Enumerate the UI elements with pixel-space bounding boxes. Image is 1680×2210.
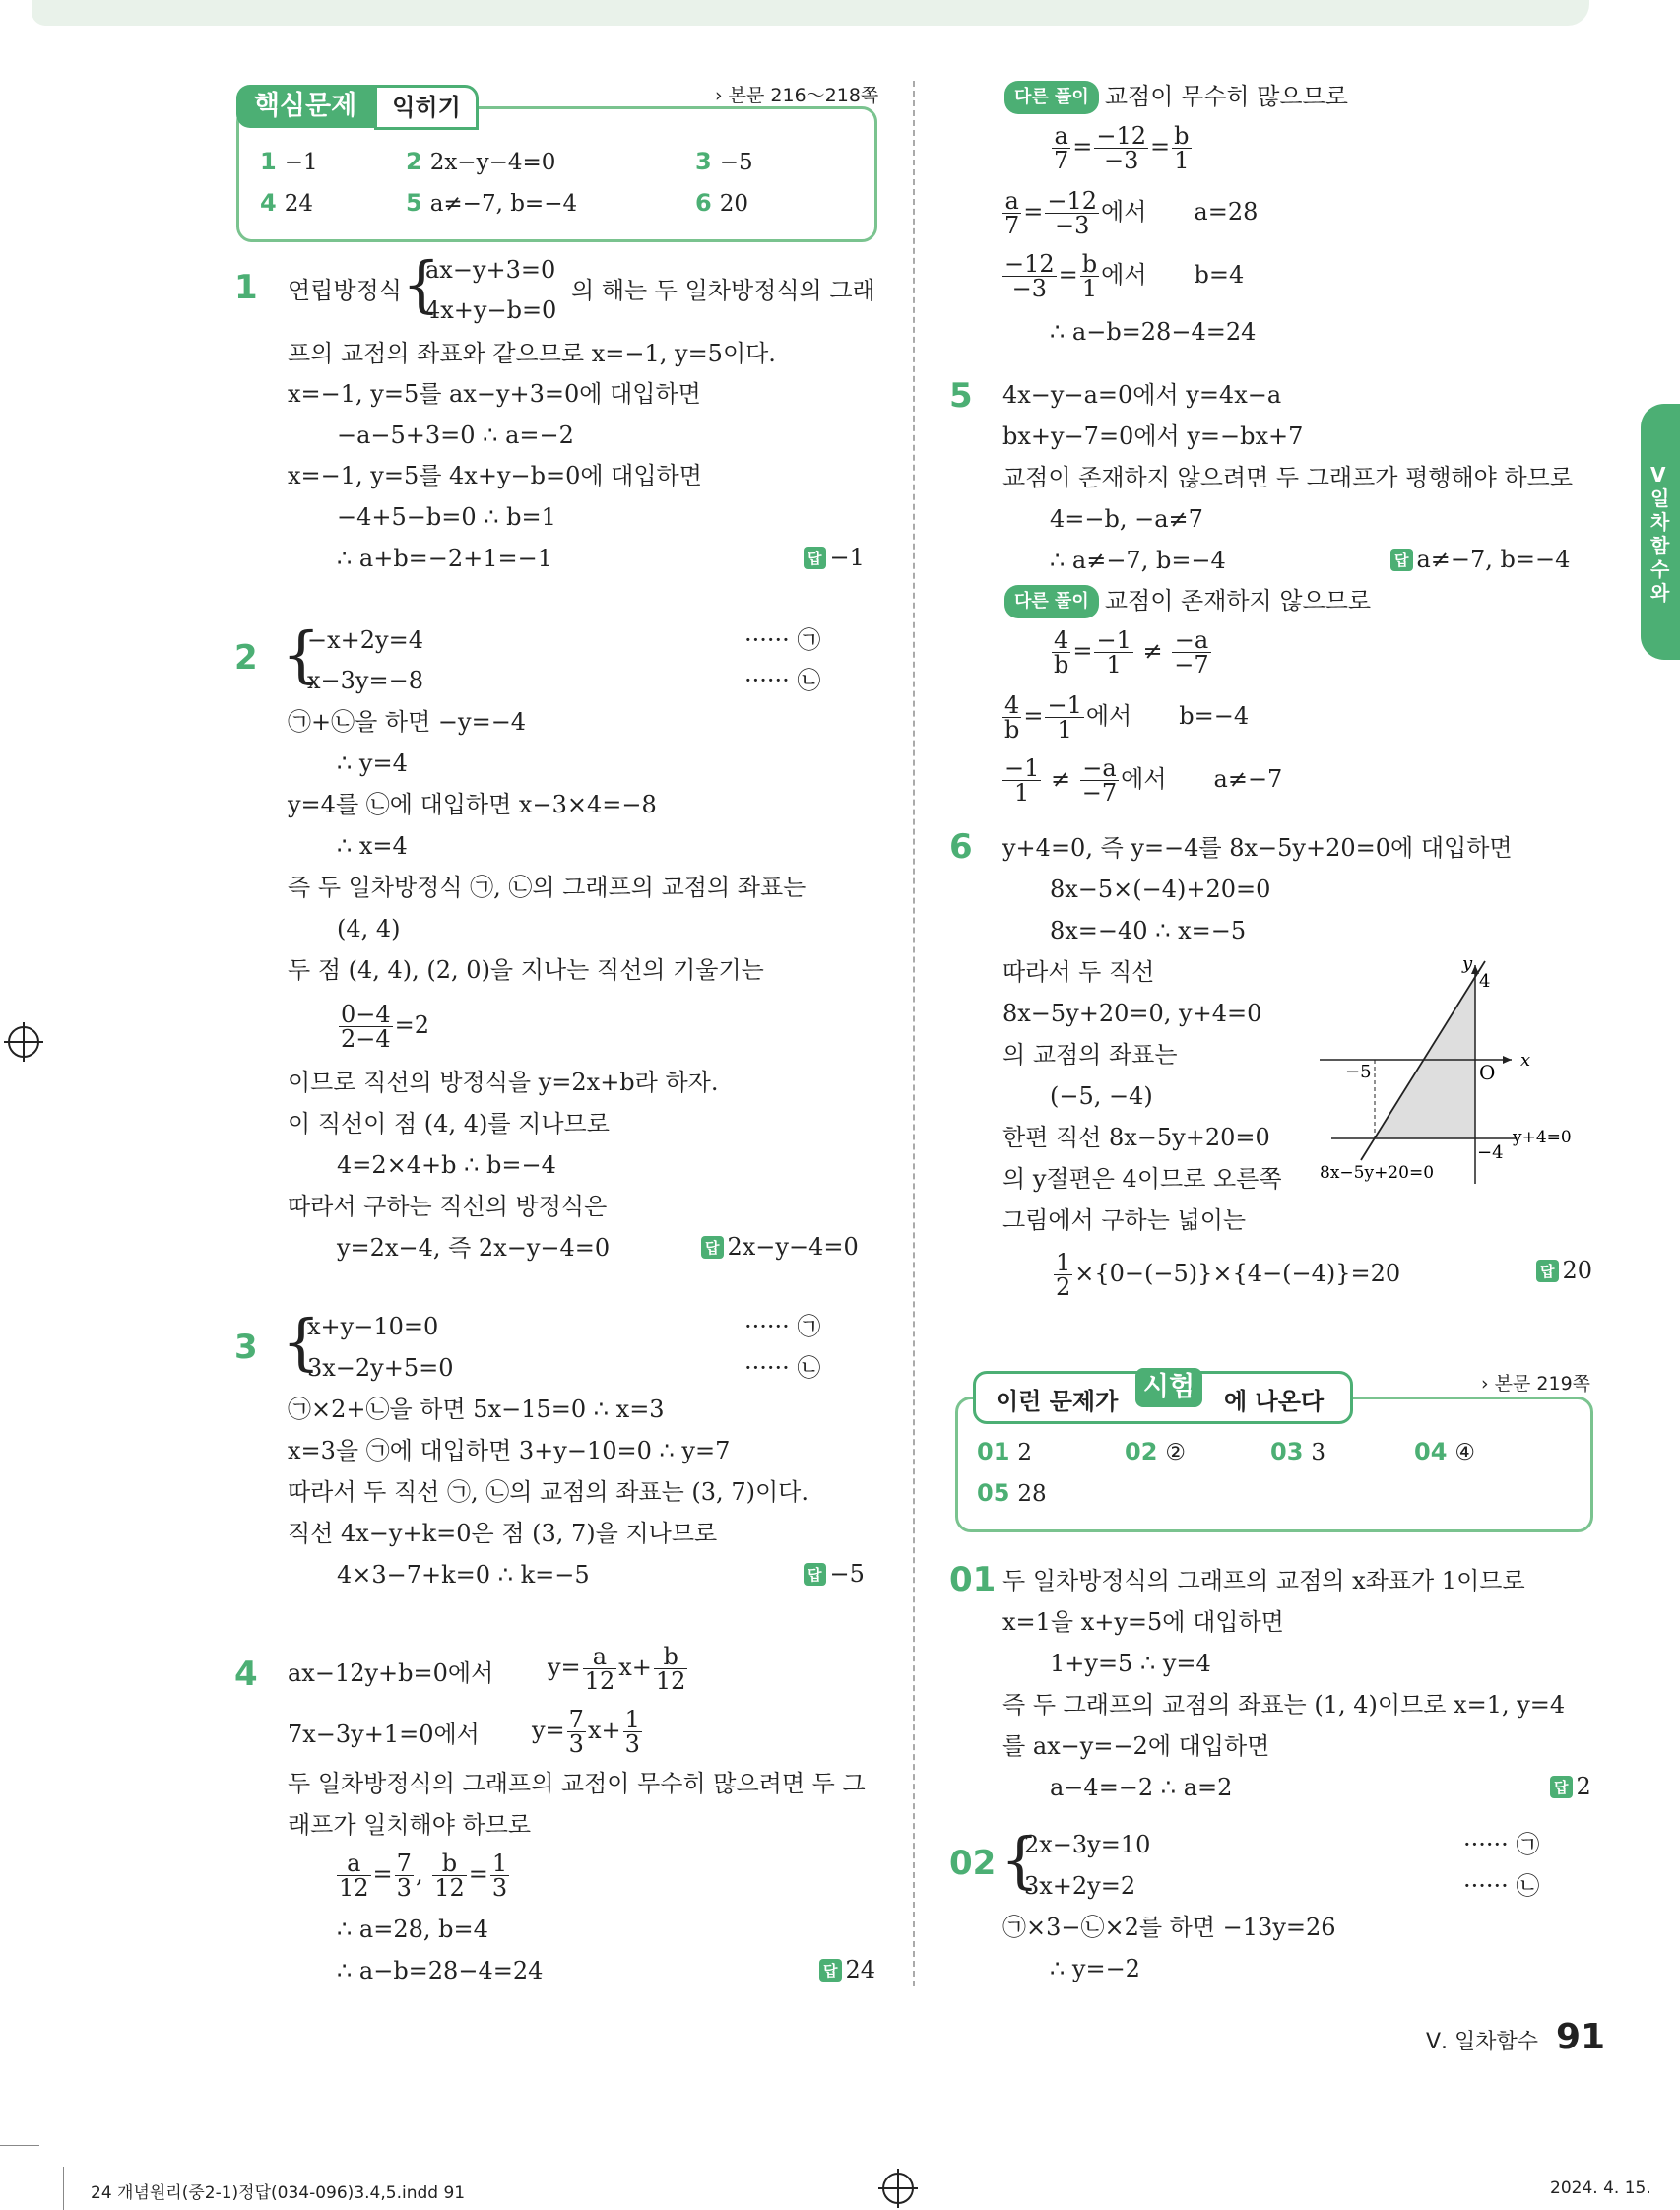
answer-badge bbox=[804, 1560, 865, 1588]
p5-alt: $\frac{-1}{1}$ ≠ $\frac{-a}{-7}$ 에서 a≠−7 bbox=[1004, 754, 1283, 807]
fraction bbox=[1094, 628, 1132, 677]
expr: 에서 bbox=[1101, 198, 1147, 226]
p1-line: −a−5+3=0 ∴ a=−2 bbox=[337, 422, 574, 449]
expr: 에서 bbox=[1101, 261, 1147, 289]
fraction bbox=[1002, 693, 1021, 742]
frac-num: a bbox=[1002, 189, 1021, 214]
page-number: 91 bbox=[1556, 2017, 1606, 2057]
frac-num: −1 bbox=[1096, 626, 1131, 654]
answer-value: 20 bbox=[1562, 1257, 1593, 1284]
expr: b=−4 bbox=[1179, 702, 1250, 730]
crop-mark bbox=[63, 2167, 64, 2210]
p4-line: 래프가 일치해야 하므로 bbox=[288, 1811, 532, 1839]
p5-line: bx+y−7=0에서 y=−bx+7 bbox=[1002, 422, 1304, 450]
p3-marker: ······ ㉠ bbox=[744, 1313, 821, 1340]
p5-alt bbox=[1004, 585, 1371, 618]
frac-num: −12 bbox=[1004, 250, 1055, 278]
core-answer bbox=[260, 189, 313, 217]
answer-badge bbox=[819, 1956, 875, 1983]
frac-result: =2 bbox=[394, 1011, 430, 1039]
q02-line: ㉠×3−㉡×2를 하면 −13y=26 bbox=[1002, 1914, 1336, 1941]
answer-value: 24 bbox=[284, 191, 313, 217]
frac-num: b bbox=[432, 1852, 467, 1876]
fraction bbox=[432, 1852, 467, 1900]
p5-line: 4=−b, −a≠7 bbox=[1050, 505, 1203, 533]
fraction bbox=[490, 1852, 509, 1900]
problem-number: 3 bbox=[234, 1328, 258, 1367]
exam-answer bbox=[977, 1438, 1032, 1465]
problem-number: 6 bbox=[949, 827, 973, 867]
p2-line: 이 직선이 점 (4, 4)를 지나므로 bbox=[288, 1110, 610, 1138]
p1-line: x=−1, y=5를 4x+y−b=0에 대입하면 bbox=[288, 462, 702, 489]
answer-value: −1 bbox=[284, 150, 318, 175]
exam-title-b: 시험 bbox=[1135, 1368, 1202, 1407]
exam-ref-text: 본문 219쪽 bbox=[1494, 1373, 1591, 1395]
alt4-line: $\frac{a}{7}$ = $\frac{-12}{-3}$ 에서 a=28 bbox=[1004, 187, 1259, 239]
origin-label: O bbox=[1479, 1061, 1496, 1084]
problem-number: 5 bbox=[949, 376, 973, 416]
page-chapter: Ⅴ. 일차함수 bbox=[1426, 2030, 1539, 2054]
frac-den: 7 bbox=[1054, 147, 1069, 174]
p2-line: ㉠+㉡을 하면 −y=−4 bbox=[288, 708, 527, 736]
footer-date: 2024. 4. 15. bbox=[1550, 2178, 1651, 2198]
fraction bbox=[1052, 124, 1070, 172]
expr: y= bbox=[532, 1717, 565, 1744]
p6-line: y+4=0, 즉 y=−4를 8x−5y+20=0에 대입하면 bbox=[1002, 834, 1513, 862]
answer-value: −1 bbox=[829, 544, 865, 571]
answer-value: 2 bbox=[1576, 1773, 1591, 1800]
p1-line: −4+5−b=0 ∴ b=1 bbox=[337, 503, 556, 531]
tick-y-4: −4 bbox=[1477, 1142, 1504, 1163]
answer-badge bbox=[1390, 546, 1570, 573]
crop-mark bbox=[0, 2145, 39, 2146]
p6-graph bbox=[1310, 955, 1605, 1192]
exam-answer bbox=[1270, 1438, 1325, 1465]
p3-marker: ······ ㉡ bbox=[744, 1354, 821, 1382]
answer-tag: 답 bbox=[819, 1959, 842, 1982]
answer-number: 03 bbox=[1270, 1438, 1304, 1465]
fraction bbox=[1054, 1251, 1072, 1299]
p2-fraction bbox=[337, 1003, 429, 1051]
p1-line: 프의 교점의 좌표와 같으므로 x=−1, y=5이다. bbox=[288, 340, 776, 367]
p6-line: 의 교점의 좌표는 bbox=[1002, 1041, 1178, 1069]
alt-tag: 다른 풀이 bbox=[1004, 81, 1099, 114]
frac-den: b bbox=[1004, 716, 1020, 744]
answer-value: a≠−7, b=−4 bbox=[1416, 546, 1571, 573]
frac-den: 1 bbox=[1174, 147, 1190, 174]
expr: a≠−7 bbox=[1213, 765, 1283, 793]
fraction bbox=[1094, 124, 1148, 172]
answer-badge bbox=[1536, 1257, 1592, 1284]
core-ref-text: 본문 216～218쪽 bbox=[728, 85, 879, 106]
core-answer bbox=[695, 148, 753, 175]
answer-tag: 답 bbox=[1536, 1260, 1559, 1282]
frac-num: 7 bbox=[568, 1706, 584, 1733]
expr: b=4 bbox=[1194, 261, 1245, 289]
exam-ref: › 본문 219쪽 bbox=[1481, 1373, 1591, 1395]
frac-den: 12 bbox=[339, 1874, 369, 1902]
x-axis-arrow bbox=[1503, 1056, 1512, 1064]
frac-num: a bbox=[583, 1645, 617, 1669]
frac-den: 1 bbox=[1014, 779, 1030, 807]
answer-value: ④ bbox=[1454, 1440, 1476, 1465]
footer-file: 24 개념원리(중2-1)정답(034-096)3.4,5.indd 91 bbox=[91, 2183, 466, 2203]
p6-line: 8x−5y+20=0, y+4=0 bbox=[1002, 1000, 1262, 1027]
p4-line: ∴ a−b=28−4=24 bbox=[337, 1957, 544, 1984]
answer-tag: 답 bbox=[701, 1236, 724, 1259]
p1-line: 연립방정식 bbox=[288, 277, 402, 304]
answer-number: 3 bbox=[695, 148, 712, 175]
chapter-side-tab-label: Ⅴ 일차함수와 bbox=[1650, 463, 1670, 605]
fraction bbox=[654, 1645, 688, 1693]
frac-den: 1 bbox=[1081, 275, 1098, 302]
p6-line bbox=[1052, 1251, 1400, 1299]
p1-line: 의 해는 두 일차방정식의 그래 bbox=[571, 277, 875, 304]
fraction bbox=[583, 1645, 617, 1693]
q02-eq1: 2x−3y=10 bbox=[1024, 1831, 1151, 1858]
fraction bbox=[1172, 628, 1210, 677]
answer-value: 24 bbox=[845, 1956, 876, 1983]
expr: 에서 bbox=[1085, 702, 1132, 730]
frac-den: −3 bbox=[1011, 275, 1048, 302]
p2-line: 이므로 직선의 방정식을 y=2x+b라 하자. bbox=[288, 1069, 719, 1096]
p1-eq2: 4x+y−b=0 bbox=[425, 296, 557, 324]
expr: a=28 bbox=[1194, 198, 1259, 226]
frac-den: b bbox=[1054, 651, 1069, 679]
fraction bbox=[339, 1003, 393, 1051]
core-title-sub: 익히기 bbox=[374, 85, 479, 130]
fraction bbox=[623, 1708, 642, 1756]
answer-value: a≠−7, b=−4 bbox=[429, 191, 578, 217]
problem-number: 01 bbox=[949, 1560, 997, 1599]
answer-number: 05 bbox=[977, 1479, 1010, 1507]
answer-number: 5 bbox=[406, 189, 422, 217]
frac-num: 4 bbox=[1002, 693, 1021, 718]
frac-num: 0−4 bbox=[341, 1001, 391, 1028]
p6-line: 8x−5×(−4)+20=0 bbox=[1050, 876, 1271, 903]
frac-den: 12 bbox=[584, 1667, 615, 1695]
line1-label: 8x−5y+20=0 bbox=[1320, 1163, 1435, 1183]
frac-den: 2 bbox=[1056, 1273, 1071, 1301]
expr: y= bbox=[548, 1654, 581, 1681]
answer-number: 2 bbox=[406, 148, 422, 175]
core-answer bbox=[695, 189, 748, 217]
p2-line: 따라서 구하는 직선의 방정식은 bbox=[288, 1193, 608, 1220]
p4-line bbox=[548, 1645, 689, 1693]
exam-title-a: 이런 문제가 bbox=[996, 1388, 1119, 1415]
p4-line: 7x−3y+1=0에서 bbox=[288, 1721, 480, 1748]
problem-number: 1 bbox=[234, 268, 258, 307]
p5-line: 교점이 존재하지 않으려면 두 그래프가 평행해야 하므로 bbox=[1002, 464, 1574, 491]
expr: x+ bbox=[618, 1654, 652, 1681]
frac-den: 12 bbox=[655, 1667, 686, 1695]
p6-line: (−5, −4) bbox=[1050, 1082, 1153, 1110]
p2-line: y=4를 ㉡에 대입하면 x−3×4=−8 bbox=[288, 791, 657, 818]
frac-num: 1 bbox=[624, 1706, 640, 1733]
fraction bbox=[567, 1708, 586, 1756]
answer-value: 2 bbox=[1017, 1440, 1033, 1465]
p5-line: ∴ a≠−7, b=−4 bbox=[1050, 547, 1226, 574]
brace: { bbox=[282, 1306, 321, 1378]
frac-den: 12 bbox=[434, 1874, 465, 1902]
q01-line: 즉 두 그래프의 교점의 좌표는 (1, 4)이므로 x=1, y=4 bbox=[1002, 1691, 1566, 1719]
p2-line: 두 점 (4, 4), (2, 0)을 지나는 직선의 기울기는 bbox=[288, 956, 764, 984]
p1-eq1: ax−y+3=0 bbox=[425, 256, 556, 284]
p6-line: 의 y절편은 4이므로 오른쪽 bbox=[1002, 1165, 1282, 1193]
q01-line: x=1을 x+y=5에 대입하면 bbox=[1002, 1608, 1284, 1636]
problem-number: 2 bbox=[234, 638, 258, 678]
q02-eq2: 3x+2y=2 bbox=[1024, 1872, 1136, 1900]
p6-line: 따라서 두 직선 bbox=[1002, 958, 1155, 986]
brace: { bbox=[282, 618, 321, 690]
frac-num: −1 bbox=[1004, 754, 1040, 782]
alt-tag: 다른 풀이 bbox=[1004, 585, 1099, 618]
core-answer bbox=[406, 148, 555, 175]
p1-line: ∴ a+b=−2+1=−1 bbox=[337, 545, 553, 572]
p3-line: x=3을 ㉠에 대입하면 3+y−10=0 ∴ y=7 bbox=[288, 1437, 731, 1464]
fraction bbox=[1045, 189, 1099, 237]
p3-line: 직선 4x−y+k=0은 점 (3, 7)을 지나므로 bbox=[288, 1520, 718, 1547]
p4-line: ax−12y+b=0에서 bbox=[288, 1659, 494, 1687]
answer-badge bbox=[804, 544, 865, 571]
p2-line: y=2x−4, 즉 2x−y−4=0 bbox=[337, 1234, 611, 1262]
tick-y4: 4 bbox=[1479, 971, 1491, 992]
alt4-line: $\frac{-12}{-3}$ = $\frac{b}{1}$ 에서 b=4 bbox=[1004, 250, 1245, 302]
fraction bbox=[1172, 124, 1191, 172]
p2-eq1: −x+2y=4 bbox=[307, 626, 423, 654]
frac-den: 3 bbox=[491, 1874, 508, 1902]
problem-number: 02 bbox=[949, 1844, 997, 1883]
p6-line: 8x=−40 ∴ x=−5 bbox=[1050, 917, 1247, 944]
frac-num: −12 bbox=[1047, 187, 1098, 215]
p4-line: 두 일차방정식의 그래프의 교점이 무수히 많으려면 두 그 bbox=[288, 1770, 866, 1797]
frac-num: 7 bbox=[396, 1850, 412, 1877]
core-title-main: 핵심문제 bbox=[236, 85, 374, 128]
p3-line: 따라서 두 직선 ㉠, ㉡의 교점의 좌표는 (3, 7)이다. bbox=[288, 1478, 808, 1506]
answer-number: 04 bbox=[1414, 1438, 1448, 1465]
p3-line: ㉠×2+㉡을 하면 5x−15=0 ∴ x=3 bbox=[288, 1396, 665, 1423]
p1-line: x=−1, y=5를 ax−y+3=0에 대입하면 bbox=[288, 380, 701, 408]
p2-line: (4, 4) bbox=[337, 915, 401, 942]
answer-value: 28 bbox=[1017, 1481, 1047, 1507]
p5-alt: $\frac{4}{b}$ = $\frac{-1}{1}$ ≠ $\frac{-a}{-7}$ bbox=[1054, 626, 1209, 679]
problem-number: 4 bbox=[234, 1655, 258, 1694]
answer-tag: 답 bbox=[1390, 549, 1413, 571]
answer-value: 20 bbox=[719, 191, 748, 217]
p4-line bbox=[532, 1708, 644, 1756]
frac-num: a bbox=[1052, 124, 1070, 149]
frac-den: 3 bbox=[396, 1874, 412, 1902]
brace: { bbox=[402, 248, 441, 320]
fraction bbox=[395, 1852, 414, 1900]
alt4-line bbox=[1004, 81, 1348, 114]
p5-line: 4x−y−a=0에서 y=4x−a bbox=[1002, 381, 1282, 409]
frac-num: 4 bbox=[1052, 628, 1070, 653]
answer-number: 1 bbox=[260, 148, 277, 175]
answer-badge bbox=[1550, 1773, 1591, 1800]
alt4-line: $\frac{a}{7}$ = $\frac{-12}{-3}$ = $\frac{b}{1}$ bbox=[1054, 122, 1190, 174]
frac-den: 7 bbox=[1004, 212, 1020, 239]
frac-num: −a bbox=[1172, 628, 1210, 653]
frac-num: −1 bbox=[1047, 691, 1082, 719]
p3-eq1: x+y−10=0 bbox=[307, 1313, 439, 1340]
fraction bbox=[1002, 252, 1057, 300]
frac-den: 3 bbox=[568, 1730, 584, 1758]
frac-num: b bbox=[1081, 250, 1098, 278]
p2-marker: ······ ㉠ bbox=[744, 626, 821, 654]
fraction bbox=[1080, 756, 1119, 805]
frac-num: −a bbox=[1080, 756, 1119, 781]
p4-line: $\frac{a}{12}$ = $\frac{7}{3}$ , $\frac{b}{12}$ = $\frac{1}{3}$ bbox=[339, 1850, 508, 1902]
p2-line: 4=2×4+b ∴ b=−4 bbox=[337, 1151, 556, 1179]
core-ref: › 본문 216～218쪽 bbox=[715, 85, 879, 106]
tick-x-5: −5 bbox=[1345, 1062, 1372, 1082]
frac-den: −7 bbox=[1174, 651, 1209, 679]
exam-answer bbox=[977, 1479, 1047, 1507]
p5-alt: $\frac{4}{b}$ = $\frac{-1}{1}$ 에서 b=−4 bbox=[1004, 691, 1250, 744]
p6-line: 한편 직선 8x−5y+20=0 bbox=[1002, 1124, 1270, 1151]
expr: 에서 bbox=[1121, 765, 1167, 793]
exam-answer bbox=[1414, 1438, 1475, 1465]
alt4-line: ∴ a−b=28−4=24 bbox=[1050, 318, 1257, 346]
answer-value: ② bbox=[1165, 1440, 1187, 1465]
registration-mark-icon bbox=[8, 1026, 39, 1058]
fraction bbox=[1080, 252, 1099, 300]
p6-line: 그림에서 구하는 넓이는 bbox=[1002, 1206, 1247, 1234]
alt-text: 교점이 무수히 많으므로 bbox=[1104, 83, 1348, 110]
answer-value: −5 bbox=[719, 150, 753, 175]
answer-number: 02 bbox=[1125, 1438, 1158, 1465]
core-answer bbox=[406, 189, 577, 217]
answer-tag: 답 bbox=[1550, 1776, 1573, 1798]
answer-value: −5 bbox=[829, 1560, 865, 1588]
frac-den: 2−4 bbox=[341, 1025, 391, 1053]
fraction bbox=[337, 1852, 371, 1900]
frac-den: −3 bbox=[1055, 212, 1090, 239]
q01-line: 두 일차방정식의 그래프의 교점의 x좌표가 1이므로 bbox=[1002, 1567, 1525, 1594]
line2-label: y+4=0 bbox=[1513, 1128, 1572, 1147]
q02-marker: ······ ㉡ bbox=[1463, 1872, 1540, 1900]
frac-num: b bbox=[654, 1645, 688, 1669]
answer-badge bbox=[701, 1233, 859, 1261]
fraction bbox=[1002, 189, 1021, 237]
answer-tag: 답 bbox=[804, 547, 826, 569]
p3-line: 4×3−7+k=0 ∴ k=−5 bbox=[337, 1561, 590, 1589]
exam-title-c: 에 나온다 bbox=[1224, 1388, 1325, 1415]
p2-line: 즉 두 일차방정식 ㉠, ㉡의 그래프의 교점의 좌표는 bbox=[288, 874, 807, 901]
exam-answer bbox=[1125, 1438, 1186, 1465]
answer-value: 2x−y−4=0 bbox=[727, 1233, 859, 1261]
p2-eq2: x−3y=−8 bbox=[307, 667, 423, 694]
fraction bbox=[1052, 628, 1070, 677]
expr: x+ bbox=[587, 1717, 621, 1744]
q01-line: 를 ax−y=−2에 대입하면 bbox=[1002, 1732, 1270, 1760]
q02-line: ∴ y=−2 bbox=[1050, 1955, 1140, 1982]
column-divider bbox=[913, 81, 915, 1986]
answer-number: 01 bbox=[977, 1438, 1010, 1465]
brace: { bbox=[1001, 1824, 1040, 1896]
p3-eq2: 3x−2y+5=0 bbox=[307, 1354, 454, 1382]
frac-den: 1 bbox=[1057, 716, 1072, 744]
frac-den: −3 bbox=[1104, 147, 1139, 174]
fraction bbox=[1045, 693, 1083, 742]
frac-num: a bbox=[337, 1852, 371, 1876]
answer-value: 2x−y−4=0 bbox=[429, 150, 556, 175]
frac-num: −12 bbox=[1096, 122, 1147, 150]
registration-mark-icon bbox=[882, 2173, 914, 2204]
q01-line: 1+y=5 ∴ y=4 bbox=[1050, 1650, 1211, 1677]
y-label: y bbox=[1462, 953, 1473, 974]
core-answer bbox=[260, 148, 318, 175]
q01-line: a−4=−2 ∴ a=2 bbox=[1050, 1774, 1233, 1801]
fraction bbox=[1002, 756, 1041, 805]
q02-marker: ······ ㉠ bbox=[1463, 1831, 1540, 1858]
frac-num: b bbox=[1174, 122, 1190, 150]
p2-line: ∴ x=4 bbox=[337, 832, 408, 860]
frac-den: 1 bbox=[1106, 651, 1122, 679]
p2-line: ∴ y=4 bbox=[337, 749, 408, 777]
exam-title bbox=[973, 1371, 1353, 1424]
frac-num: 1 bbox=[491, 1850, 508, 1877]
p4-line: ∴ a=28, b=4 bbox=[337, 1916, 488, 1943]
answer-value: 3 bbox=[1311, 1440, 1326, 1465]
answer-number: 6 bbox=[695, 189, 712, 217]
frac-den: −7 bbox=[1081, 779, 1118, 807]
expr: ×{0−(−5)}×{4−(−4)}=20 bbox=[1074, 1260, 1401, 1287]
answer-number: 4 bbox=[260, 189, 277, 217]
alt-text: 교점이 존재하지 않으므로 bbox=[1104, 587, 1372, 615]
x-label: x bbox=[1520, 1050, 1531, 1071]
frac-den: 3 bbox=[624, 1730, 640, 1758]
top-banner bbox=[32, 0, 1589, 26]
answer-tag: 답 bbox=[804, 1563, 826, 1586]
frac-num: 1 bbox=[1056, 1249, 1071, 1276]
p2-marker: ······ ㉡ bbox=[744, 667, 821, 694]
